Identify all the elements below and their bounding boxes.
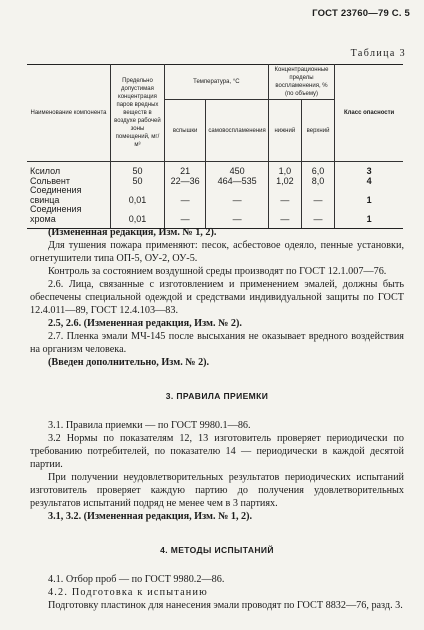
cell-autoignition: 450: [206, 162, 268, 177]
table-row: [27, 177, 403, 187]
header-limit-concentration: Предельно допустимая концентрация паров вредных веществ в воздухе рабочей зоны помещений, мг/м³: [111, 65, 165, 162]
cell-limit: 50: [111, 162, 165, 177]
cell-limit: 0,01: [111, 196, 165, 206]
table-row: [27, 186, 403, 196]
amendment-note: 2.5, 2.6. (Измененная редакция, Изм. № 2).: [48, 318, 242, 329]
paragraph: Подготовку пластинок для нанесения эмали проводят по ГОСТ 8832—76, разд. 3.: [48, 600, 403, 611]
amendment-note: (Введен дополнительно, Изм. № 2).: [48, 357, 210, 368]
document-body: [30, 226, 404, 612]
paragraph: 3.2 Нормы по показателям 12, 13 изготовитель проверяет периодически по требованию потребителей, по показателю 14 — периодически в каждой десятой партии.: [30, 433, 404, 470]
cell-component: свинца: [27, 196, 111, 206]
cell-upper: 6,0: [301, 162, 334, 177]
cell-component: Соединения: [27, 186, 111, 196]
cell-upper: —: [301, 215, 334, 228]
section-heading: 3. ПРАВИЛА ПРИЕМКИ: [165, 391, 269, 401]
header-autoignition: самовоспламенения: [206, 100, 268, 162]
cell-upper: —: [301, 196, 334, 206]
header-lower: нижний: [268, 100, 301, 162]
cell-limit: 50: [111, 177, 165, 187]
header-ignition-limits: Концентрационные пределы воспламенения, % (по объему): [268, 65, 334, 100]
cell-flash: 21: [164, 162, 206, 177]
cell-limit: 0,01: [111, 215, 165, 228]
header-component: Наименование компонента: [27, 65, 111, 162]
header-flash: вспышки: [164, 100, 206, 162]
table-row: [27, 162, 403, 177]
paragraph: Контроль за состоянием воздушной среды производят по ГОСТ 12.1.007—76.: [48, 266, 387, 277]
paragraph: 2.7. Пленка эмали МЧ-145 после высыхания не оказывает вредного воздействия на организм человека.: [30, 331, 404, 355]
paragraph: Для тушения пожара применяют: песок, асбестовое одеяло, пенные установки, огнетушители типа ОП-5, ОУ-2, ОУ-5.: [30, 240, 404, 264]
cell-component: Ксилол: [27, 162, 111, 177]
table-row: [27, 196, 403, 206]
cell-autoignition: 464—535: [206, 177, 268, 187]
header-hazard-class: Класс опасности: [335, 65, 403, 162]
hazard-table: [27, 64, 403, 229]
cell-autoignition: —: [206, 215, 268, 228]
cell-class: 3: [335, 162, 403, 177]
cell-upper: 8,0: [301, 177, 334, 187]
cell-class: 1: [335, 196, 403, 206]
amendment-note: 3.1, 3.2. (Измененная редакция, Изм. № 1, 2).: [48, 511, 253, 522]
cell-component: Сольвент: [27, 177, 111, 187]
paragraph: При получении неудовлетворительных результатов периодических испытаний изготовитель проверяет каждую партию до получения удовлетворительных результатов испытаний подряд не менее чем в 3 партиях.: [30, 472, 404, 509]
cell-autoignition: —: [206, 196, 268, 206]
cell-class: 4: [335, 177, 403, 187]
cell-lower: —: [268, 215, 301, 228]
header-upper: верхний: [301, 100, 334, 162]
cell-class: 1: [335, 215, 403, 228]
paragraph: 4.1. Отбор проб — по ГОСТ 9980.2—86.: [48, 574, 225, 585]
amendment-note: (Измененная редакция, Изм. № 1, 2).: [48, 227, 217, 238]
cell-component: хрома: [27, 215, 111, 228]
subheading: 4.2. Подготовка к испытанию: [48, 587, 208, 598]
page-header: ГОСТ 23760—79 С. 5: [312, 8, 410, 19]
table-row: [27, 205, 403, 215]
table-caption: Таблица 3: [350, 48, 406, 59]
cell-flash: —: [164, 196, 206, 206]
cell-component: Соединения: [27, 205, 111, 215]
header-temperature: Температура, °С: [164, 65, 268, 100]
cell-flash: —: [164, 215, 206, 228]
cell-flash: 22—36: [164, 177, 206, 187]
section-heading: 4. МЕТОДЫ ИСПЫТАНИЙ: [160, 545, 274, 555]
paragraph: 3.1. Правила приемки — по ГОСТ 9980.1—86.: [48, 420, 251, 431]
cell-lower: 1,0: [268, 162, 301, 177]
cell-lower: 1,02: [268, 177, 301, 187]
cell-lower: —: [268, 196, 301, 206]
paragraph: 2.6. Лица, связанные с изготовлением и применением эмалей, должны быть обеспечены специальной одеждой и средствами индивидуальной защиты по ГОСТ 12.4.011—89, ГОСТ 12.4.103—83.: [30, 279, 404, 316]
